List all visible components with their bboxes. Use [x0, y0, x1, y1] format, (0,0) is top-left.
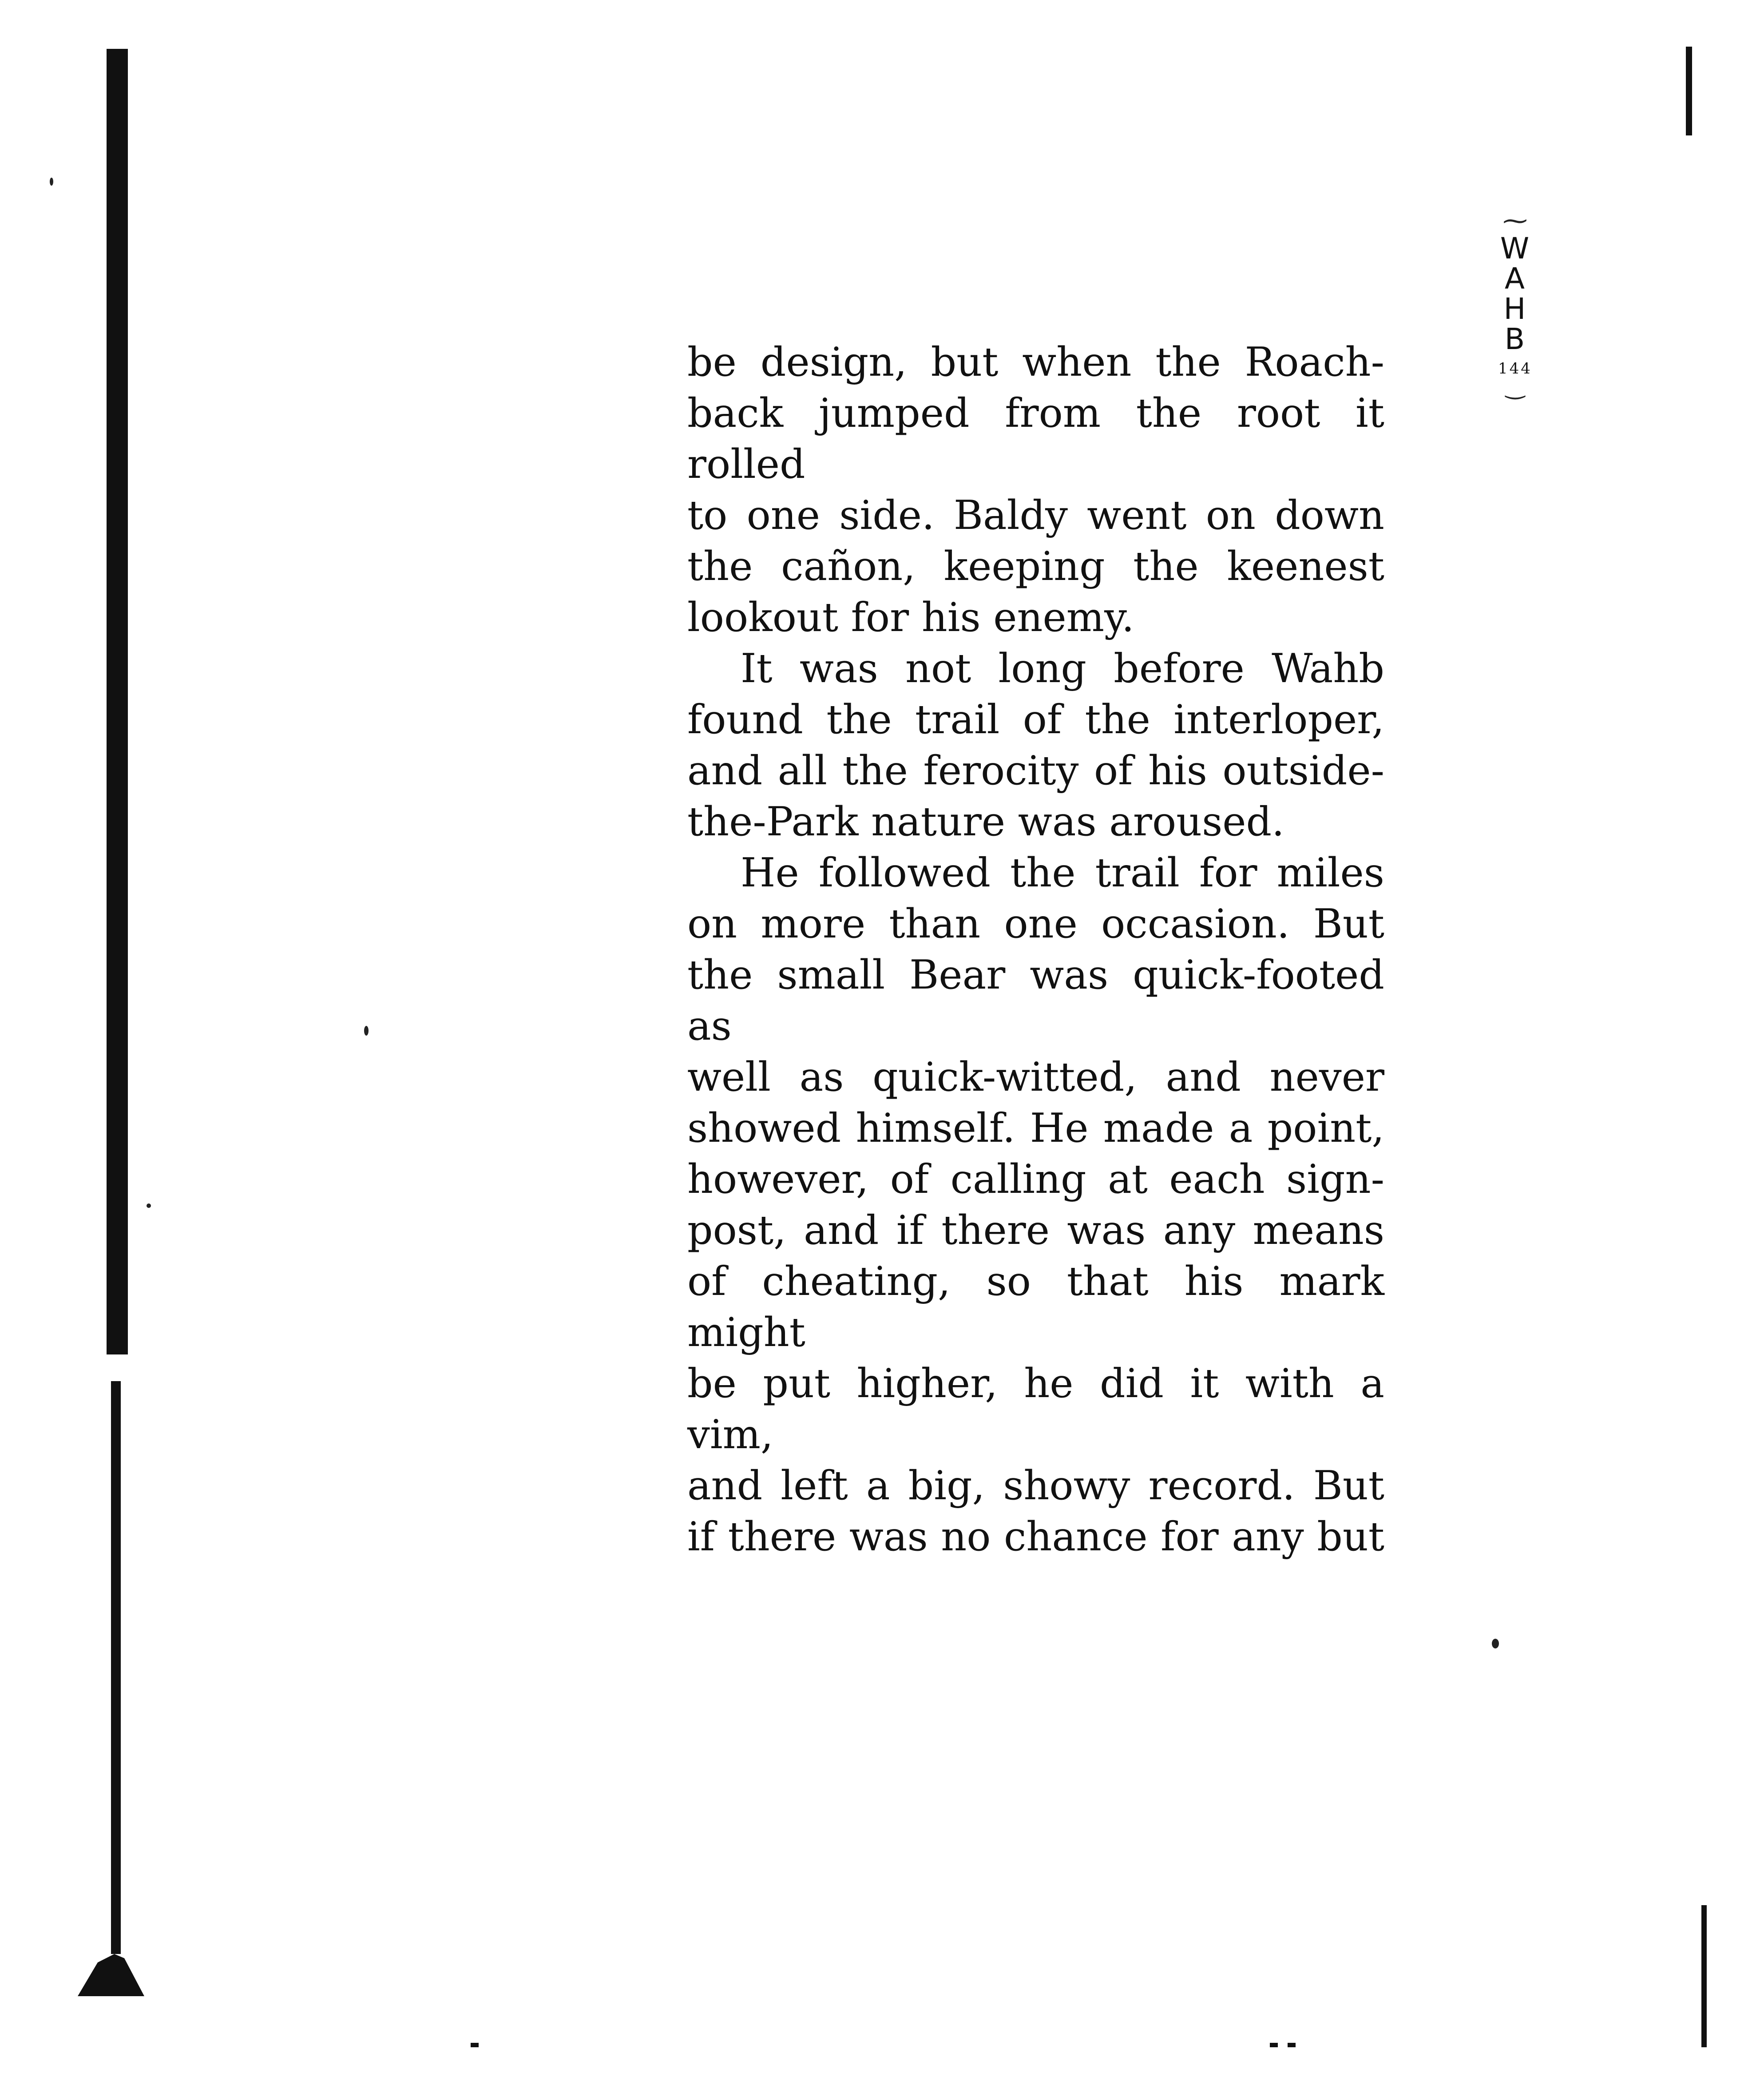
- text-line: well as quick-witted, and never: [687, 1054, 1384, 1100]
- ornament-icon: ⁓: [1502, 207, 1528, 235]
- scan-speck: [1492, 1639, 1499, 1648]
- running-title-letters: [1481, 231, 1550, 356]
- text-line: and left a big, showy record. But: [687, 1462, 1384, 1509]
- text-line: and all the ferocity of his outside-: [687, 747, 1384, 794]
- text-line: back jumped from the root it rolled: [687, 390, 1384, 488]
- left-binding-edge: [107, 49, 128, 1354]
- text-line: post, and if there was any means: [687, 1207, 1384, 1254]
- scan-speck: [50, 178, 53, 186]
- text-line: be put higher, he did it with a vim,: [687, 1360, 1384, 1458]
- right-edge-lower: [1701, 1905, 1707, 2047]
- text-line: the-Park nature was aroused.: [687, 798, 1284, 845]
- left-binding-foot: [78, 1954, 144, 1996]
- running-title-letter: A: [1504, 262, 1526, 296]
- text-line: It was not long before Wahb: [741, 645, 1384, 692]
- text-line: the cañon, keeping the keenest: [687, 543, 1384, 590]
- running-title-letter: H: [1503, 292, 1527, 326]
- running-title: [1481, 207, 1550, 400]
- text-line: of cheating, so that his mark might: [687, 1258, 1384, 1356]
- scan-speck: [364, 1026, 369, 1036]
- text-line: He followed the trail for miles: [741, 850, 1384, 896]
- text-line: found the trail of the interloper,: [687, 696, 1384, 743]
- left-binding-edge-lower: [111, 1381, 121, 1954]
- body-text: [687, 337, 1384, 1562]
- scan-mark: [1270, 2043, 1278, 2047]
- text-line: lookout for his enemy.: [687, 594, 1134, 641]
- text-line: to one side. Baldy went on down: [687, 492, 1384, 539]
- scan-mark: [471, 2043, 479, 2047]
- swash-ornament-icon: ‿: [1506, 373, 1525, 400]
- page-number: 144: [1498, 360, 1532, 377]
- text-line: be design, but when the Roach-: [687, 339, 1384, 385]
- running-title-letter: W: [1500, 231, 1530, 266]
- running-title-letter: B: [1504, 322, 1526, 356]
- text-line: if there was no chance for any but: [687, 1513, 1384, 1560]
- scan-speck: [147, 1203, 151, 1208]
- right-edge-top: [1686, 47, 1692, 135]
- scan-mark: [1288, 2043, 1296, 2047]
- text-line: on more than one occasion. But: [687, 901, 1384, 947]
- text-line: the small Bear was quick-footed as: [687, 952, 1384, 1049]
- text-line: showed himself. He made a point,: [687, 1105, 1384, 1152]
- text-line: however, of calling at each sign-: [687, 1156, 1384, 1203]
